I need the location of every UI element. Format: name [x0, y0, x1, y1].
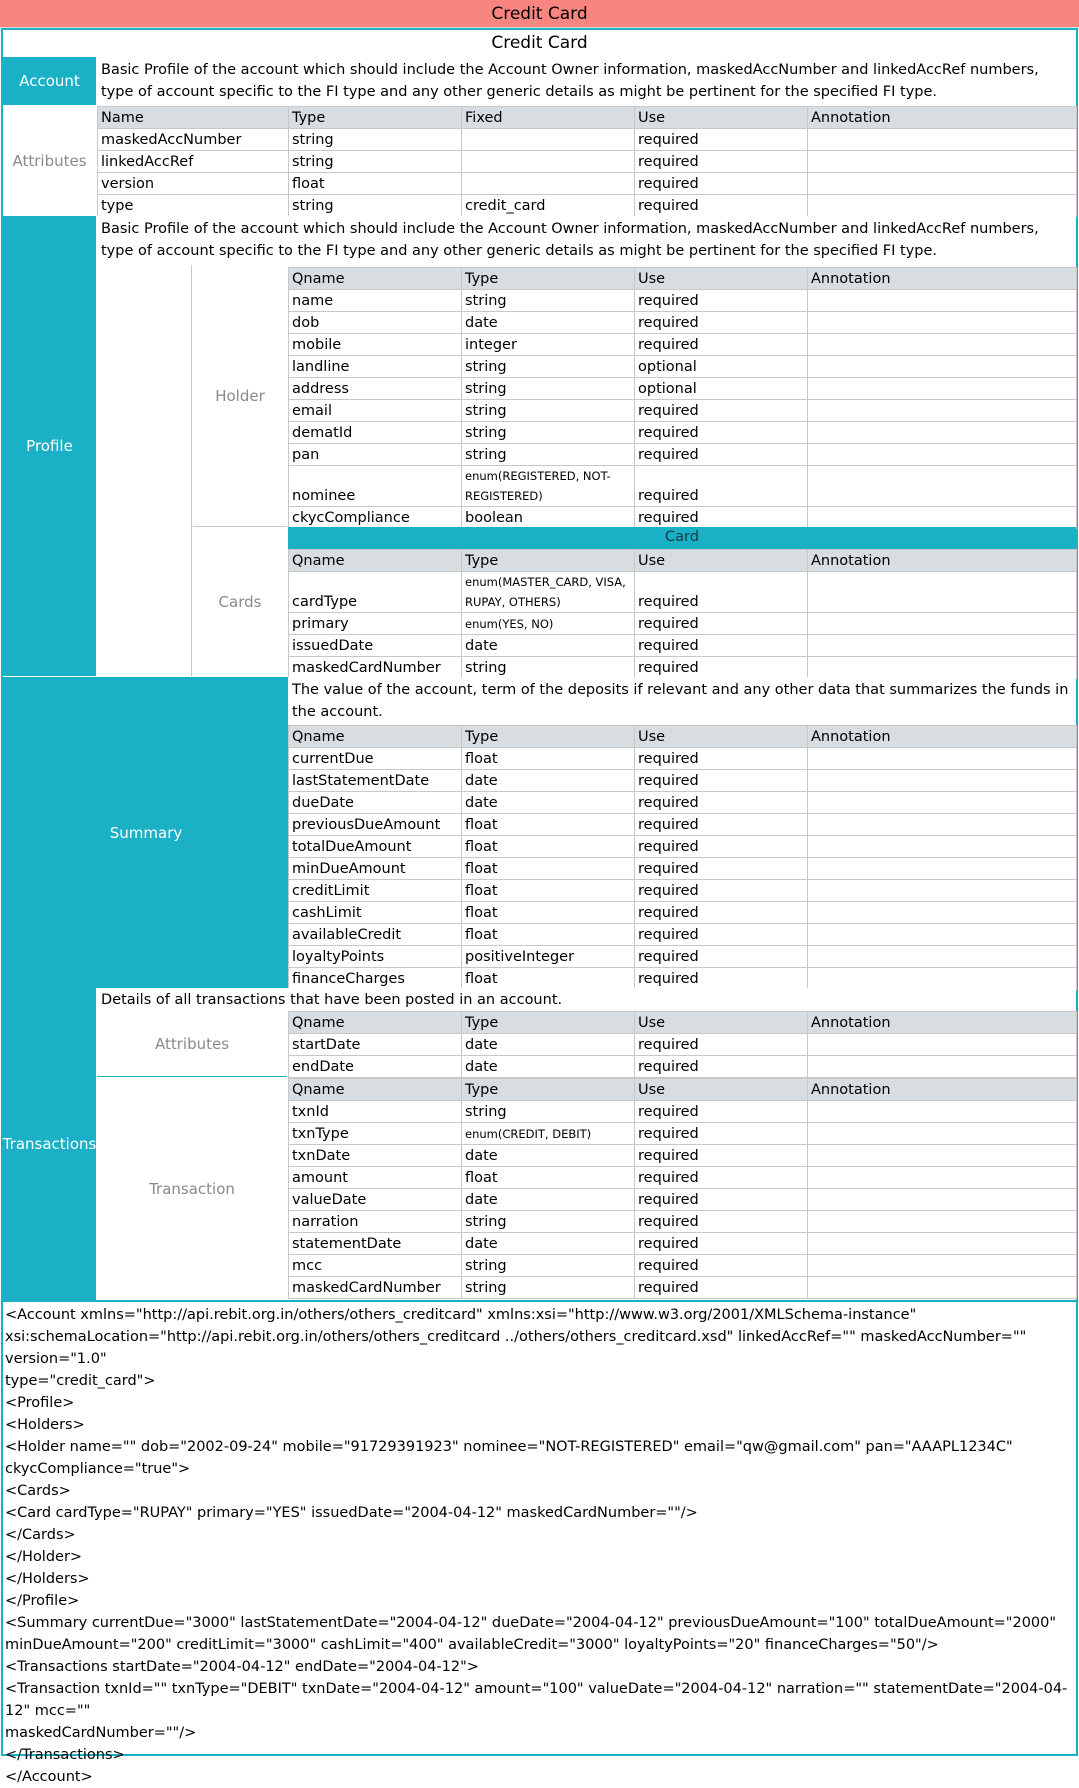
table-cell: required: [635, 129, 808, 151]
cards-label: Cards: [193, 527, 287, 676]
table-cell: mobile: [289, 334, 462, 356]
table-cell: float: [462, 836, 635, 858]
table-cell: required: [635, 836, 808, 858]
section-transactions: Transactions: [3, 988, 96, 1300]
transaction-label: Transaction: [97, 1078, 287, 1300]
section-attributes: Attributes: [3, 105, 96, 216]
table-cell: required: [635, 1167, 808, 1189]
table-cell: [808, 814, 1077, 836]
table-cell: [808, 151, 1077, 173]
xml-line: <Transaction txnId="" txnType="DEBIT" txnDate="2004-04-12" amount="100" valueDate="2004-04-12" narration="" statementDate="2004-04-12" mcc="": [5, 1681, 1068, 1719]
table-cell: integer: [462, 334, 635, 356]
table-cell: maskedCardNumber: [289, 1277, 462, 1299]
table-cell: type: [98, 195, 289, 217]
table-cell: ckycCompliance: [289, 507, 462, 529]
table-cell: [808, 748, 1077, 770]
table-cell: [808, 946, 1077, 968]
column-header: Annotation: [808, 1079, 1077, 1101]
table-cell: float: [462, 968, 635, 990]
xml-line: <Profile>: [5, 1395, 75, 1411]
table-cell: float: [462, 1167, 635, 1189]
xml-line: maskedCardNumber=""/>: [5, 1725, 197, 1741]
transactions-attributes-table: [288, 1011, 1077, 1078]
table-row: [289, 902, 1077, 924]
xml-line: <Account xmlns="http://api.rebit.org.in/others/others_creditcard" xmlns:xsi="http://www.w3.org/2001/XMLSchema-instance": [5, 1307, 917, 1323]
table-cell: required: [635, 924, 808, 946]
table-cell: [808, 880, 1077, 902]
table-cell: required: [635, 770, 808, 792]
holder-table: [288, 267, 1077, 529]
table-cell: string: [289, 129, 462, 151]
xml-line: </Holders>: [5, 1571, 90, 1587]
table-row: [289, 466, 1077, 507]
table-cell: enum(CREDIT, DEBIT): [462, 1123, 635, 1145]
table-cell: [808, 635, 1077, 657]
column-header: Fixed: [462, 107, 635, 129]
table-cell: date: [462, 635, 635, 657]
table-cell: address: [289, 378, 462, 400]
table-cell: creditLimit: [289, 880, 462, 902]
table-cell: required: [635, 290, 808, 312]
table-cell: required: [635, 1145, 808, 1167]
table-cell: financeCharges: [289, 968, 462, 990]
table-cell: optional: [635, 378, 808, 400]
table-cell: required: [635, 946, 808, 968]
column-header: Qname: [289, 1012, 462, 1034]
column-header: Annotation: [808, 107, 1077, 129]
attributes-table: [97, 106, 1077, 217]
table-row: [289, 312, 1077, 334]
table-row: [289, 444, 1077, 466]
table-cell: [808, 466, 1077, 507]
column-header: Type: [289, 107, 462, 129]
table-cell: required: [635, 748, 808, 770]
table-cell: string: [462, 1101, 635, 1123]
table-cell: date: [462, 1233, 635, 1255]
xml-line: type="credit_card">: [5, 1373, 156, 1389]
table-row: [289, 946, 1077, 968]
table-cell: required: [635, 635, 808, 657]
xml-line: </Profile>: [5, 1593, 80, 1609]
table-cell: [808, 657, 1077, 679]
table-cell: startDate: [289, 1034, 462, 1056]
column-header: Annotation: [808, 268, 1077, 290]
xml-line: </Transactions>: [5, 1747, 125, 1763]
table-cell: float: [289, 173, 462, 195]
table-cell: float: [462, 748, 635, 770]
table-row: [289, 356, 1077, 378]
table-cell: [808, 378, 1077, 400]
table-cell: [808, 1145, 1077, 1167]
xml-line: </Cards>: [5, 1527, 76, 1543]
table-row: [289, 422, 1077, 444]
table-row: [289, 1277, 1077, 1299]
table-row: [289, 1145, 1077, 1167]
table-cell: nominee: [289, 466, 462, 507]
table-cell: float: [462, 902, 635, 924]
table-cell: [808, 1189, 1077, 1211]
profile-description: Basic Profile of the account which should include the Account Owner information, maskedAccNumber and linkedAccRef numbers, type of account specific to the FI type and any other generic details as might be pertinent for the specified FI type.: [97, 216, 1076, 264]
column-header: Qname: [289, 1079, 462, 1101]
xml-line: minDueAmount="200" creditLimit="3000" cashLimit="400" availableCredit="3000" loyaltyPoints="20" financeCharges="50"/>: [5, 1637, 939, 1653]
table-cell: [808, 290, 1077, 312]
column-header: Annotation: [808, 1012, 1077, 1034]
column-header: Use: [635, 550, 808, 572]
column-header: Annotation: [808, 550, 1077, 572]
table-cell: required: [635, 1034, 808, 1056]
table-row: [289, 290, 1077, 312]
table-cell: required: [635, 902, 808, 924]
table-cell: [808, 1277, 1077, 1299]
transaction-table: [288, 1078, 1077, 1299]
table-cell: [808, 1233, 1077, 1255]
table-cell: [808, 334, 1077, 356]
table-cell: required: [635, 1277, 808, 1299]
column-header: Qname: [289, 550, 462, 572]
page-title: Credit Card: [491, 33, 588, 53]
table-row: [289, 507, 1077, 529]
table-cell: [808, 422, 1077, 444]
divider: [191, 265, 192, 676]
table-row: [289, 880, 1077, 902]
table-cell: [808, 1167, 1077, 1189]
table-cell: maskedCardNumber: [289, 657, 462, 679]
table-cell: string: [289, 151, 462, 173]
table-row: [289, 1255, 1077, 1277]
table-cell: dueDate: [289, 792, 462, 814]
table-cell: date: [462, 1034, 635, 1056]
table-cell: string: [462, 290, 635, 312]
table-cell: [808, 792, 1077, 814]
xml-line: xsi:schemaLocation="http://api.rebit.org.in/others/others_creditcard ../others/others_creditcard.xsd" linkedAccRef="" maskedAccNumber="" version="1.0": [5, 1329, 1031, 1367]
table-row: [289, 836, 1077, 858]
table-cell: [808, 129, 1077, 151]
table-cell: maskedAccNumber: [98, 129, 289, 151]
table-cell: [462, 129, 635, 151]
table-cell: date: [462, 1189, 635, 1211]
table-cell: required: [635, 613, 808, 635]
table-cell: totalDueAmount: [289, 836, 462, 858]
table-cell: [808, 858, 1077, 880]
table-cell: endDate: [289, 1056, 462, 1078]
table-cell: valueDate: [289, 1189, 462, 1211]
table-cell: landline: [289, 356, 462, 378]
table-row: [289, 924, 1077, 946]
table-cell: loyaltyPoints: [289, 946, 462, 968]
table-cell: string: [289, 195, 462, 217]
table-cell: [808, 312, 1077, 334]
table-cell: name: [289, 290, 462, 312]
xml-line: <Cards>: [5, 1483, 71, 1499]
table-cell: previousDueAmount: [289, 814, 462, 836]
table-cell: [462, 173, 635, 195]
table-cell: date: [462, 770, 635, 792]
table-cell: required: [635, 1255, 808, 1277]
table-cell: date: [462, 792, 635, 814]
table-cell: lastStatementDate: [289, 770, 462, 792]
holder-label: Holder: [193, 265, 287, 526]
table-cell: required: [635, 572, 808, 613]
table-cell: required: [635, 1233, 808, 1255]
table-cell: [808, 968, 1077, 990]
xml-sample: [5, 1304, 1071, 1788]
table-cell: required: [635, 968, 808, 990]
transactions-description: Details of all transactions that have been posted in an account.: [97, 988, 1076, 1012]
table-cell: txnId: [289, 1101, 462, 1123]
xml-line: <Card cardType="RUPAY" primary="YES" issuedDate="2004-04-12" maskedCardNumber=""/>: [5, 1505, 698, 1521]
table-cell: string: [462, 1255, 635, 1277]
table-cell: primary: [289, 613, 462, 635]
column-header: Use: [635, 1079, 808, 1101]
table-cell: [808, 1123, 1077, 1145]
table-row: [289, 1167, 1077, 1189]
section-profile: Profile: [3, 216, 96, 676]
xml-line: <Transactions startDate="2004-04-12" endDate="2004-04-12">: [5, 1659, 479, 1675]
table-cell: [808, 770, 1077, 792]
column-header: Annotation: [808, 726, 1077, 748]
column-header: Qname: [289, 268, 462, 290]
table-row: [289, 770, 1077, 792]
table-cell: [808, 1034, 1077, 1056]
column-header: Qname: [289, 726, 462, 748]
table-cell: email: [289, 400, 462, 422]
table-row: [289, 748, 1077, 770]
table-cell: [808, 1255, 1077, 1277]
table-row: [289, 1034, 1077, 1056]
table-row: [289, 1189, 1077, 1211]
card-bar: Card: [288, 527, 1076, 549]
xml-line: <Holders>: [5, 1417, 85, 1433]
table-row: [289, 334, 1077, 356]
table-cell: string: [462, 422, 635, 444]
column-header: Type: [462, 1012, 635, 1034]
table-row: [289, 572, 1077, 613]
xml-line: <Summary currentDue="3000" lastStatementDate="2004-04-12" dueDate="2004-04-12" previousDueAmount="100" totalDueAmount="2000": [5, 1615, 1057, 1631]
table-cell: required: [635, 507, 808, 529]
table-cell: string: [462, 1211, 635, 1233]
table-header-row: [289, 550, 1077, 572]
table-cell: required: [635, 1101, 808, 1123]
table-row: [289, 858, 1077, 880]
table-header-row: [289, 1079, 1077, 1101]
table-header-row: [289, 1012, 1077, 1034]
table-row: [289, 1233, 1077, 1255]
table-cell: string: [462, 657, 635, 679]
table-row: [98, 173, 1077, 195]
column-header: Type: [462, 726, 635, 748]
table-cell: narration: [289, 1211, 462, 1233]
table-cell: required: [635, 444, 808, 466]
divider: [3, 1300, 1076, 1302]
table-row: [289, 1101, 1077, 1123]
table-cell: [808, 507, 1077, 529]
table-cell: minDueAmount: [289, 858, 462, 880]
column-header: Use: [635, 107, 808, 129]
table-cell: version: [98, 173, 289, 195]
table-cell: statementDate: [289, 1233, 462, 1255]
table-row: [289, 635, 1077, 657]
table-cell: optional: [635, 356, 808, 378]
table-cell: [808, 173, 1077, 195]
table-cell: required: [635, 312, 808, 334]
table-cell: [808, 1101, 1077, 1123]
table-row: [289, 657, 1077, 679]
table-cell: dob: [289, 312, 462, 334]
column-header: Type: [462, 550, 635, 572]
table-cell: required: [635, 880, 808, 902]
section-account: Account: [3, 57, 96, 105]
table-cell: required: [635, 195, 808, 217]
table-cell: float: [462, 858, 635, 880]
table-cell: date: [462, 312, 635, 334]
table-row: [289, 400, 1077, 422]
table-cell: [808, 400, 1077, 422]
table-row: [289, 1123, 1077, 1145]
table-cell: required: [635, 1211, 808, 1233]
column-header: Use: [635, 268, 808, 290]
table-cell: [808, 902, 1077, 924]
table-cell: pan: [289, 444, 462, 466]
table-cell: issuedDate: [289, 635, 462, 657]
table-cell: required: [635, 422, 808, 444]
summary-description: The value of the account, term of the deposits if relevant and any other data that summarizes the funds in the account.: [288, 677, 1076, 725]
table-row: [289, 968, 1077, 990]
summary-table: [288, 725, 1077, 990]
table-cell: required: [635, 151, 808, 173]
table-cell: required: [635, 173, 808, 195]
column-header: Name: [98, 107, 289, 129]
table-cell: date: [462, 1145, 635, 1167]
section-summary: Summary: [3, 677, 289, 988]
table-row: [289, 1056, 1077, 1078]
xml-line: </Account>: [5, 1769, 93, 1785]
table-cell: [808, 356, 1077, 378]
table-cell: required: [635, 657, 808, 679]
table-row: [98, 129, 1077, 151]
transactions-attributes-label: Attributes: [97, 1012, 287, 1077]
table-cell: txnDate: [289, 1145, 462, 1167]
table-cell: date: [462, 1056, 635, 1078]
table-cell: [808, 572, 1077, 613]
table-cell: required: [635, 792, 808, 814]
table-cell: credit_card: [462, 195, 635, 217]
table-cell: string: [462, 1277, 635, 1299]
table-cell: mcc: [289, 1255, 462, 1277]
xml-line: ckycCompliance="true">: [5, 1461, 191, 1477]
table-header-row: [289, 268, 1077, 290]
table-cell: string: [462, 400, 635, 422]
table-cell: required: [635, 1123, 808, 1145]
table-cell: [462, 151, 635, 173]
table-cell: enum(MASTER_CARD, VISA, RUPAY, OTHERS): [462, 572, 635, 613]
table-cell: float: [462, 924, 635, 946]
xml-line: </Holder>: [5, 1549, 83, 1565]
table-cell: required: [635, 858, 808, 880]
column-header: Type: [462, 1079, 635, 1101]
table-cell: txnType: [289, 1123, 462, 1145]
table-cell: boolean: [462, 507, 635, 529]
table-cell: availableCredit: [289, 924, 462, 946]
table-cell: [808, 613, 1077, 635]
xml-line: <Holder name="" dob="2002-09-24" mobile="91729391923" nominee="NOT-REGISTERED" email="qw@gmail.com" pan="AAAPL1234C": [5, 1439, 1013, 1455]
table-cell: positiveInteger: [462, 946, 635, 968]
table-cell: [808, 924, 1077, 946]
table-cell: required: [635, 1056, 808, 1078]
cards-table: [288, 549, 1077, 679]
table-cell: string: [462, 378, 635, 400]
table-header-row: [98, 107, 1077, 129]
table-cell: required: [635, 814, 808, 836]
table-cell: cashLimit: [289, 902, 462, 924]
table-row: [289, 1211, 1077, 1233]
table-header-row: [289, 726, 1077, 748]
table-cell: string: [462, 356, 635, 378]
table-row: [98, 151, 1077, 173]
column-header: Use: [635, 726, 808, 748]
table-row: [98, 195, 1077, 217]
table-cell: required: [635, 466, 808, 507]
table-row: [289, 814, 1077, 836]
table-cell: [808, 1211, 1077, 1233]
column-header: Type: [462, 268, 635, 290]
table-cell: enum(YES, NO): [462, 613, 635, 635]
table-cell: required: [635, 1189, 808, 1211]
table-row: [289, 792, 1077, 814]
table-cell: cardType: [289, 572, 462, 613]
table-cell: currentDue: [289, 748, 462, 770]
table-cell: [808, 195, 1077, 217]
table-row: [289, 613, 1077, 635]
table-cell: required: [635, 334, 808, 356]
table-cell: required: [635, 400, 808, 422]
table-row: [289, 378, 1077, 400]
table-cell: [808, 444, 1077, 466]
banner-title: Credit Card: [0, 0, 1079, 28]
table-cell: dematId: [289, 422, 462, 444]
table-cell: float: [462, 814, 635, 836]
table-cell: amount: [289, 1167, 462, 1189]
table-cell: float: [462, 880, 635, 902]
table-cell: linkedAccRef: [98, 151, 289, 173]
table-cell: enum(REGISTERED, NOT-REGISTERED): [462, 466, 635, 507]
column-header: Use: [635, 1012, 808, 1034]
table-cell: [808, 1056, 1077, 1078]
account-description: Basic Profile of the account which should include the Account Owner information, maskedAccNumber and linkedAccRef numbers, type of account specific to the FI type and any other generic details as might be pertinent for the specified FI type.: [97, 57, 1076, 105]
table-cell: [808, 836, 1077, 858]
table-cell: string: [462, 444, 635, 466]
profile-spacer: [97, 265, 192, 676]
